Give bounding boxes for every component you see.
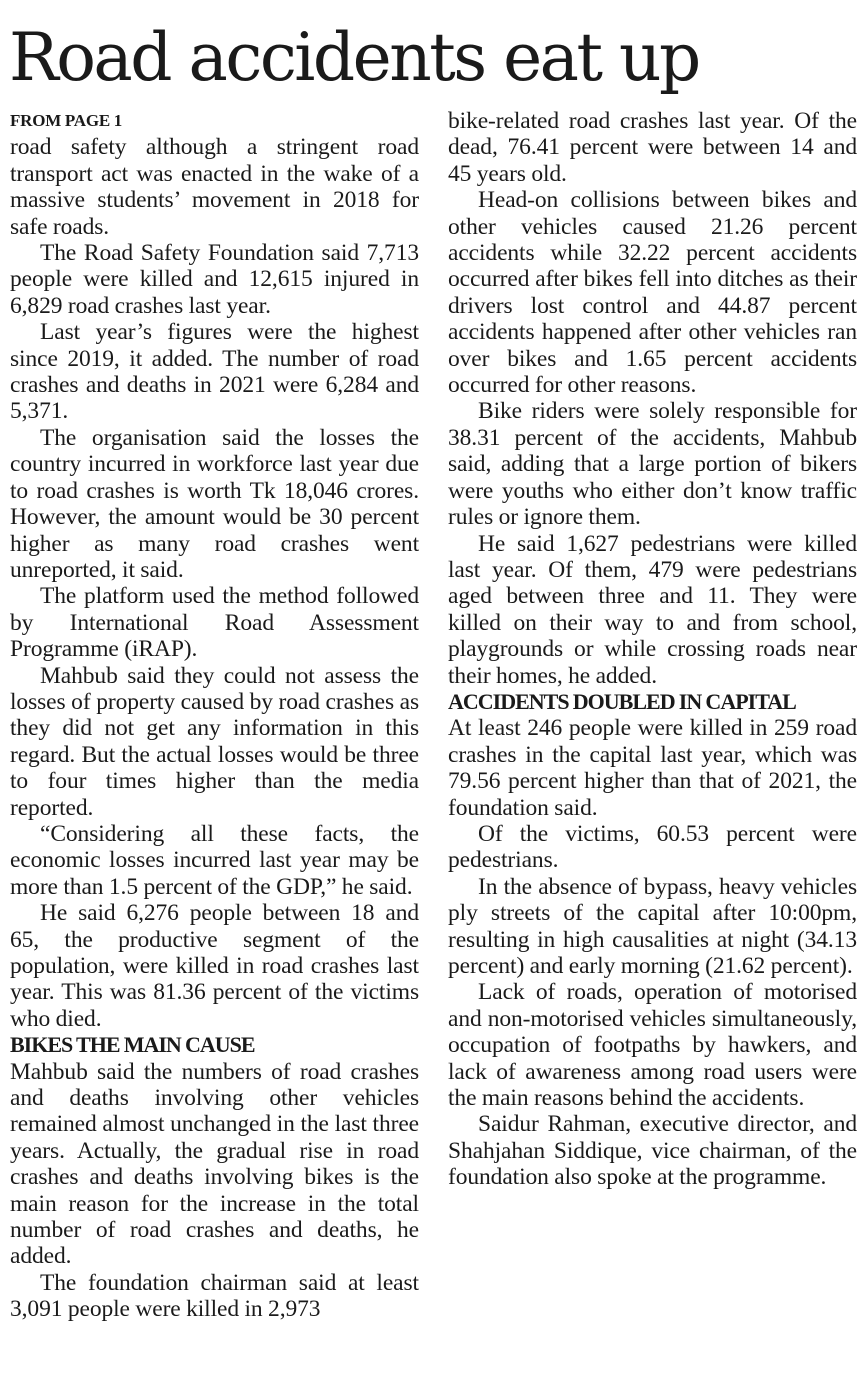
paragraph: Head-on collisions between bikes and other vehicles caused 21.26 percent accidents while 32.22 percent accidents occurred after bikes fell into ditches as their drivers lost control and 44.87 percent accidents happened after other vehicles ran over bikes and 1.65 percent accidents occurred for other reasons.	[448, 187, 857, 399]
paragraph: Saidur Rahman, executive director, and Shahjahan Siddique, vice chairman, of the foundation also spoke at the programme.	[448, 1111, 857, 1191]
headline: Road accidents eat up	[9, 19, 699, 96]
paragraph: Mahbub said they could not assess the losses of property caused by road crashes as they did not get any information in this regard. But the actual losses would be three to four times higher than the media reported.	[10, 662, 419, 821]
article-column-left	[10, 108, 419, 1323]
paragraph: The platform used the method followed by International Road Assessment Programme (iRAP).	[10, 583, 419, 663]
article-column-right	[448, 108, 857, 1191]
section-subhead: ACCIDENTS DOUBLED IN CAPITAL	[448, 688, 796, 714]
paragraph: Bike riders were solely responsible for 38.31 percent of the accidents, Mahbub said, adding that a large portion of bikers were youths who either don’t know traffic rules or ignore them.	[448, 398, 857, 531]
paragraph: He said 1,627 pedestrians were killed last year. Of them, 479 were pedestrians aged between three and 11. They were killed on their way to and from school, playgrounds or while crossing roads near their homes, he added.	[448, 530, 857, 689]
paragraph: In the absence of bypass, heavy vehicles ply streets of the capital after 10:00pm, resulting in high causalities at night (34.13 percent) and early morning (21.62 percent).	[448, 873, 857, 979]
paragraph: Of the victims, 60.53 percent were pedestrians.	[448, 820, 857, 874]
paragraph: He said 6,276 people between 18 and 65, the productive segment of the population, were killed in road crashes last year. This was 81.36 percent of the victims who died.	[10, 900, 419, 1032]
paragraph: road safety although a stringent road transport act was enacted in the wake of a massive students’ movement in 2018 for safe roads.	[10, 134, 419, 240]
paragraph: At least 246 people were killed in 259 road crashes in the capital last year, which was 79.56 percent higher than that of 2021, the foundation said.	[448, 715, 857, 821]
section-subhead: BIKES THE MAIN CAUSE	[10, 1032, 255, 1058]
paragraph: Lack of roads, operation of motorised and non-motorised vehicles simultaneously, occupation of footpaths by hawkers, and lack of awareness among road users were the main reasons behind the accidents.	[448, 979, 857, 1112]
paragraph: The Road Safety Foundation said 7,713 people were killed and 12,615 injured in 6,829 road crashes last year.	[10, 240, 419, 319]
paragraph: The organisation said the losses the country incurred in workforce last year due to road crashes is worth Tk 18,046 crores. However, the amount would be 30 percent higher as many road crashes went unreported, it said.	[10, 424, 419, 583]
paragraph: “Considering all these facts, the economic losses incurred last year may be more than 1.5 percent of the GDP,” he said.	[10, 820, 419, 900]
paragraph: Mahbub said the numbers of road crashes and deaths involving other vehicles remained almost unchanged in the last three years. Actually, the gradual rise in road crashes and deaths involving bikes is the main reason for the increase in the total number of road crashes and deaths, he added.	[10, 1058, 419, 1270]
paragraph: Last year’s figures were the highest since 2019, it added. The number of road crashes and deaths in 2021 were 6,284 and 5,371.	[10, 319, 419, 425]
paragraph: The foundation chairman said at least 3,091 people were killed in 2,973	[10, 1269, 419, 1323]
paragraph: bike-related road crashes last year. Of the dead, 76.41 percent were between 14 and 45 years old.	[448, 108, 857, 187]
continuation-kicker: FROM PAGE 1	[10, 111, 123, 130]
